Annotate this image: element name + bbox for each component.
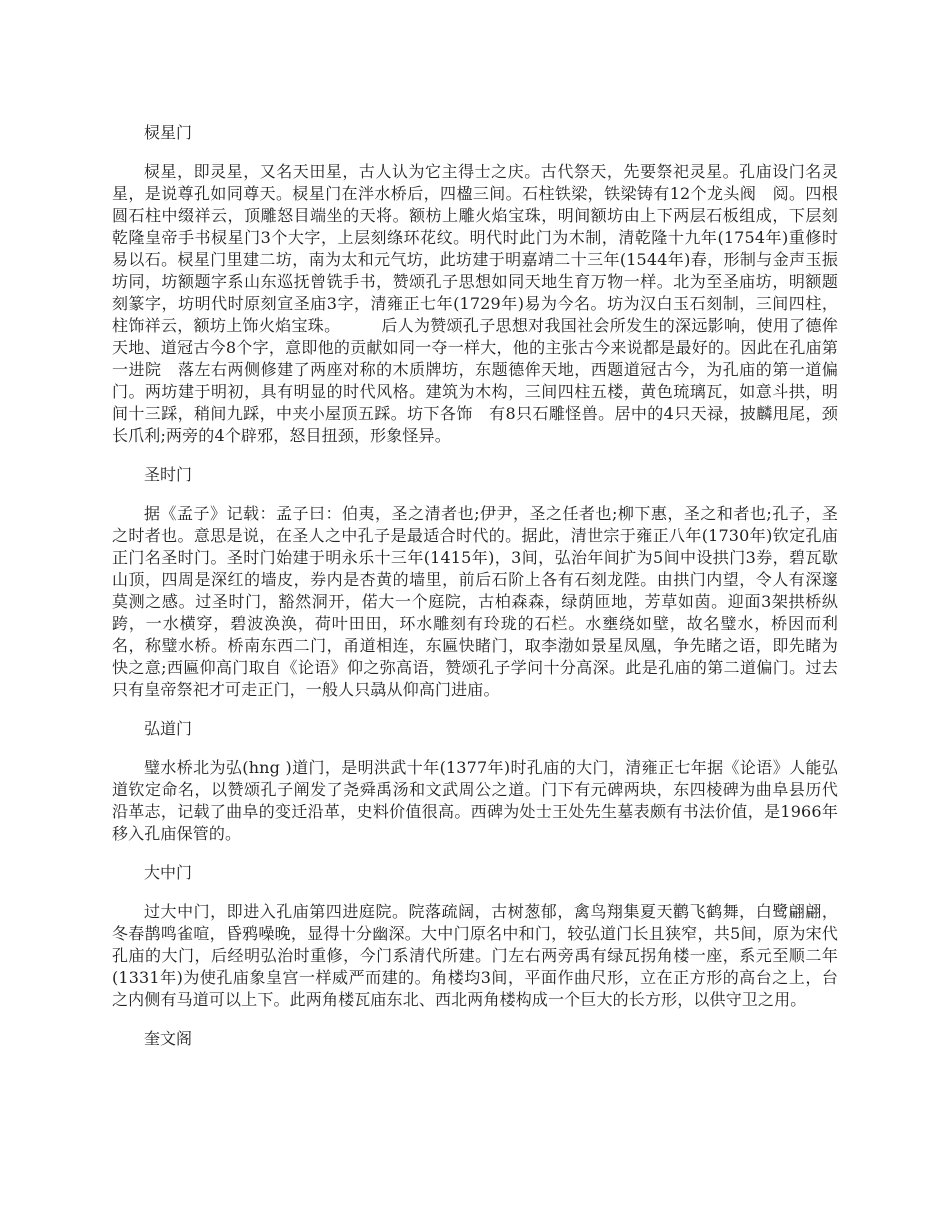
section-heading: 大中门 <box>144 863 193 882</box>
section-dazhongmen <box>112 862 838 1011</box>
section-shengshimen <box>112 464 838 701</box>
section-heading: 棂星门 <box>144 123 193 142</box>
section-paragraph: 棂星，即灵星，又名天田星，古人认为它主得士之庆。古代祭天，先要祭祀灵星。孔庙设门名灵星，是说尊孔如同尊天。棂星门在泮水桥后，四楹三间。石柱铁梁，铁梁铸有12个龙头阀 阅。四根圆石柱中缀祥云，顶雕怒目端坐的天将。额枋上雕火焰宝珠，明间额坊由上下两层石板组成，下层刻乾隆皇帝手书棂星门3个大字，上层刻绦环花纹。明代时此门为木制，清乾隆十九年(1754年)重修时易以石。棂星门里建二坊，南为太和元气坊，此坊建于明嘉靖二十三年(1544年)春，形制与金声玉振坊同，坊额题字系山东巡抚曾铣手书，赞颂孔子思想如同天地生育万物一样。北为至圣庙坊，明额题刻篆字，坊明代时原刻宣圣庙3字，清雍正七年(1729年)易为今名。坊为汉白玉石刻制，三间四柱，柱饰祥云，额坊上饰火焰宝珠。 后人为赞颂孔子思想对我国社会所发生的深远影响，使用了德侔天地、道冠古今8个字，意即他的贡献如同一夺一样大，他的主张古今来说都是最好的。因此在孔庙第一进院 落左右两侧修建了两座对称的木质牌坊，东题德侔天地，西题道冠古今，为孔庙的第一道偏门。两坊建于明初，具有明显的时代风格。建筑为木构，三间四柱五楼，黄色琉璃瓦，如意斗拱，明间十三踩，稍间九踩，中夹小屋顶五踩。坊下各饰 有8只石雕怪兽。居中的4只天禄，披麟甩尾，颈长爪利;两旁的4个辟邪，怒目扭颈，形象怪异。 <box>112 162 838 445</box>
section-paragraph: 据《孟子》记载：孟子曰：伯夷，圣之清者也;伊尹，圣之任者也;柳下惠，圣之和者也;孔子，圣之时者也。意思是说，在圣人之中孔子是最适合时代的。据此，清世宗于雍正八年(1730年)钦定孔庙正门名圣时门。圣时门始建于明永乐十三年(1415年)，3间，弘治年间扩为5间中设拱门3券，碧瓦歇山顶，四周是深红的墙皮，券内是杏黄的墙里，前后石阶上各有石刻龙陛。由拱门内望，令人有深邃莫测之感。过圣时门，豁然洞开，偌大一个庭院，古柏森森，绿荫匝地，芳草如茵。迎面3架拱桥纵跨，一水横穿，碧波涣涣，荷叶田田，环水雕刻有玲珑的石栏。水壅绕如壁，故名璧水，桥因而利名，称璧水桥。桥南东西二门，甬道相连，东匾快睹门，取李渤如景星凤凰，争先睹之语，即先睹为快之意;西匾仰高门取自《论语》仰之弥高语，赞颂孔子学问十分高深。此是孔庙的第二道偏门。过去只有皇帝祭祀才可走正门，一般人只骉从仰高门进庙。 <box>112 504 838 699</box>
section-kuiwenge <box>112 1028 838 1050</box>
section-paragraph: 璧水桥北为弘(hng )道门，是明洪武十年(1377年)时孔庙的大门，清雍正七年据《论语》人能弘道钦定命名，以赞颂孔子阐发了尧舜禹汤和文武周公之道。门下有元碑两块，东四棱碑为曲阜县历代沿革志，记载了曲阜的变迁沿革，史料价值很高。西碑为处士王处先生墓表颇有书法价值，是1966年移入孔庙保管的。 <box>112 758 838 843</box>
section-heading: 奎文阁 <box>144 1029 193 1048</box>
section-lingxingmen <box>112 122 838 447</box>
section-hongdaomen <box>112 718 838 845</box>
section-heading: 弘道门 <box>144 719 193 738</box>
section-paragraph: 过大中门，即进入孔庙第四进庭院。院落疏阔，古树葱郁，禽鸟翔集夏天鹳飞鹤舞，白鹭翩翩，冬春鹊鸣雀喧，昏鸦噪晚，显得十分幽深。大中门原名中和门，较弘道门长且狭窄，共5间，原为宋代孔庙的大门，后经明弘治时重修，今门系清代所建。门左右两旁禹有绿瓦拐角楼一座，系元至顺二年(1331年)为使孔庙象皇宫一样威严而建的。角楼均3间，平面作曲尺形，立在正方形的高台之上，台之内侧有马道可以上下。此两角楼瓦庙东北、西北两角楼构成一个巨大的长方形，以供守卫之用。 <box>112 902 838 1009</box>
section-heading: 圣时门 <box>144 465 193 484</box>
